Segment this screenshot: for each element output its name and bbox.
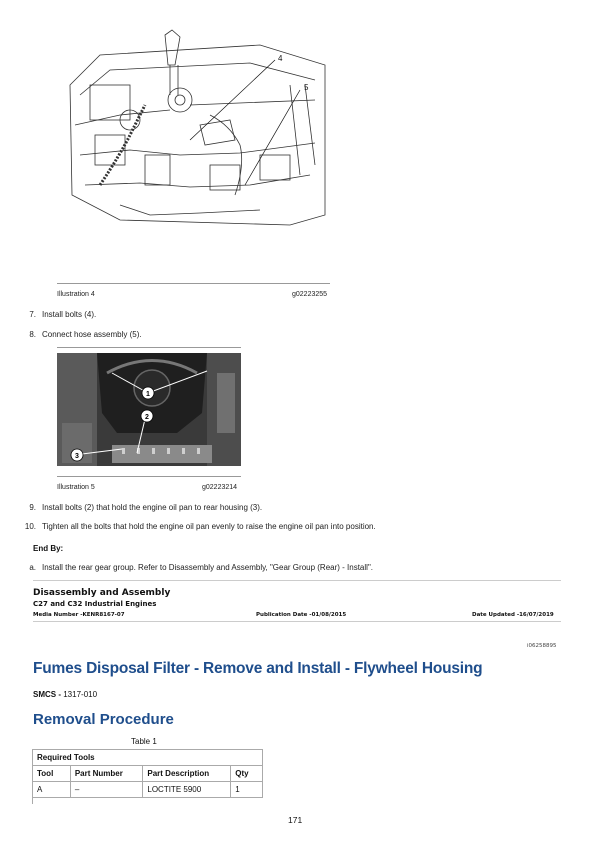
illustration-5-callout-1: 1 <box>146 391 150 398</box>
table-row <box>33 782 263 798</box>
figure-2-top-rule <box>57 347 241 348</box>
step-8 <box>14 330 142 339</box>
figure-2-rule <box>57 476 241 477</box>
end-by-item <box>14 563 373 572</box>
doc-header-media-number: Media Number -KENR8167-07 <box>33 612 125 618</box>
header-qty: Qty <box>231 766 263 782</box>
page-number: 171 <box>288 815 303 825</box>
smcs-label: SMCS - <box>33 690 61 699</box>
page-title: Fumes Disposal Filter - Remove and Install - Flywheel Housing <box>33 660 483 677</box>
figure-2-caption-code: g02223214 <box>202 484 238 491</box>
doc-header-title: Disassembly and Assembly <box>33 588 171 598</box>
required-tools-table <box>32 749 263 804</box>
table-title-row <box>33 750 263 766</box>
step-number: 7. <box>29 310 36 319</box>
figure-1-rule <box>57 283 330 284</box>
illustration-4-engine-drawing <box>60 25 330 280</box>
table-empty-row <box>33 798 263 805</box>
cell-tool: A <box>33 782 71 798</box>
illustration-4-callout-4: 4 <box>278 54 283 63</box>
section-title: Removal Procedure <box>33 711 174 728</box>
cell-part-number: – <box>70 782 143 798</box>
table-caption: Table 1 <box>131 737 157 746</box>
step-10 <box>14 522 376 531</box>
doc-header-subtitle: C27 and C32 Industrial Engines <box>33 600 157 608</box>
header-part-number: Part Number <box>70 766 143 782</box>
end-by-item-letter: a. <box>29 563 36 572</box>
end-by-item-text: Install the rear gear group. Refer to Disassembly and Assembly, "Gear Group (Rear) - Install". <box>42 563 373 572</box>
header-tool: Tool <box>33 766 71 782</box>
header-part-description: Part Description <box>143 766 231 782</box>
step-number: 9. <box>29 503 36 512</box>
illustration-5-callout-3: 3 <box>75 453 79 460</box>
smcs-line <box>33 690 97 699</box>
table-header-row <box>33 766 263 782</box>
illustration-4-callout-5: 5 <box>304 83 309 92</box>
table-title: Required Tools <box>33 750 263 766</box>
figure-1-caption-code: g02223255 <box>292 291 328 298</box>
step-text: Install bolts (4). <box>42 310 97 319</box>
doc-id: i06258895 <box>527 643 557 649</box>
figure-1-caption-label: Illustration 4 <box>57 291 95 298</box>
step-9 <box>14 503 262 512</box>
step-number: 8. <box>29 330 36 339</box>
cell-qty: 1 <box>231 782 263 798</box>
doc-header-publication-date: Publication Date -01/08/2015 <box>256 612 347 618</box>
figure-2-caption-label: Illustration 5 <box>57 484 95 491</box>
illustration-5-engine-photo <box>57 353 241 466</box>
doc-header-bottom-rule <box>33 621 561 622</box>
cell-part-description: LOCTITE 5900 <box>143 782 231 798</box>
step-number: 10. <box>24 522 36 531</box>
step-text: Install bolts (2) that hold the engine oil pan to rear housing (3). <box>42 503 263 512</box>
illustration-5-callout-2: 2 <box>145 414 149 421</box>
doc-header-date-updated: Date Updated -16/07/2019 <box>472 612 554 618</box>
end-by-label: End By: <box>33 544 64 553</box>
step-text: Connect hose assembly (5). <box>42 330 142 339</box>
step-7 <box>14 310 96 319</box>
smcs-value: 1317-010 <box>63 690 98 699</box>
doc-header-top-rule <box>33 580 561 581</box>
step-text: Tighten all the bolts that hold the engine oil pan evenly to raise the engine oil pan into position. <box>42 522 376 531</box>
